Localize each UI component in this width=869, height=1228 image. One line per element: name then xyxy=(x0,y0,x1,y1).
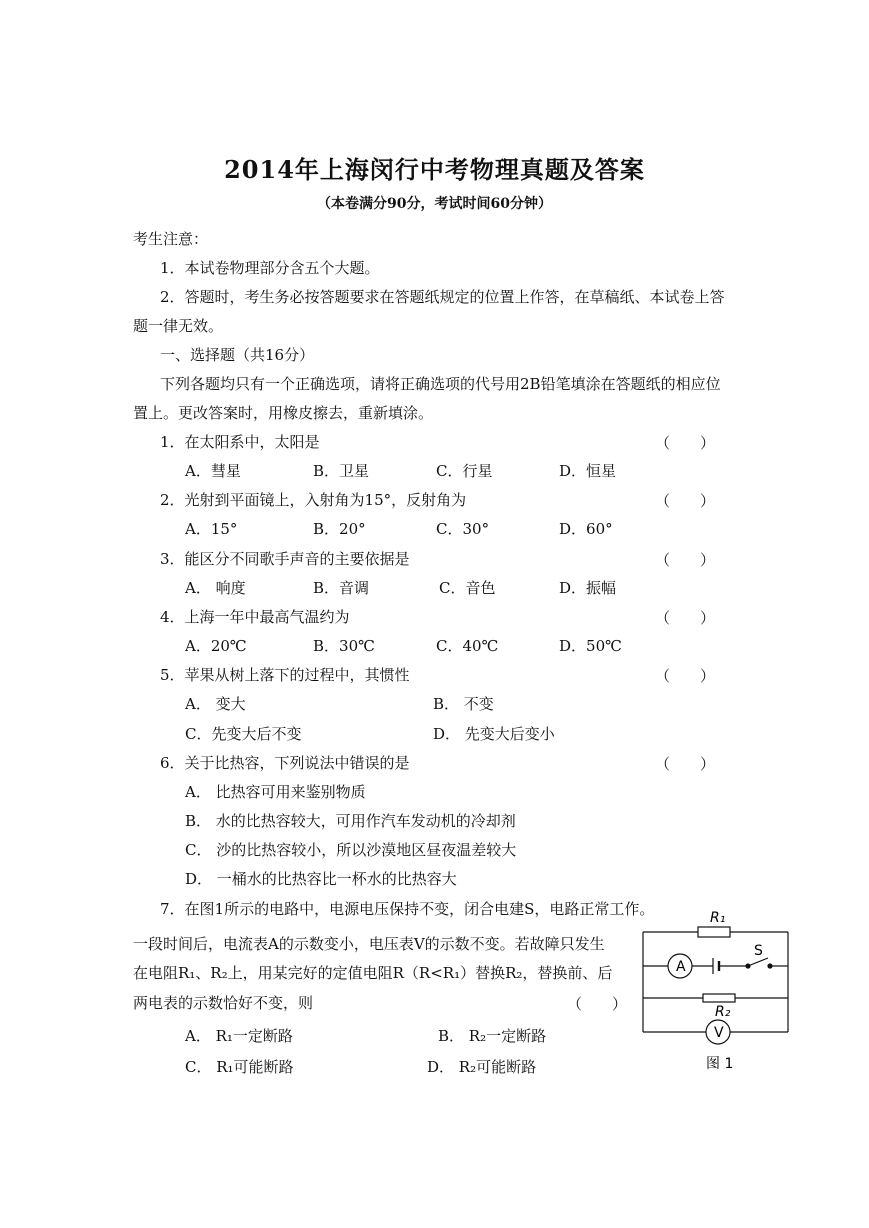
answer-blank: （ ） xyxy=(655,667,716,685)
option-a: A． 响度 xyxy=(185,579,246,597)
question-stem: 5．苹果从树上落下的过程中，其惯性 xyxy=(160,666,410,684)
notice-item-2-cont: 题一律无效。 xyxy=(133,317,224,335)
r2-label: R₂ xyxy=(715,1004,731,1020)
circuit-diagram xyxy=(638,908,798,1082)
option-c: C．行星 xyxy=(436,462,493,480)
option-a: A． 比热容可用来鉴别物质 xyxy=(185,783,366,801)
exam-subtitle: （本卷满分90分，考试时间60分钟） xyxy=(317,196,552,212)
option-b: B．30℃ xyxy=(313,637,375,655)
r1-label: R₁ xyxy=(710,910,726,926)
option-a: A．20℃ xyxy=(185,637,247,655)
option-d: D．50℃ xyxy=(559,637,622,655)
option-b: B． R₂一定断路 xyxy=(438,1027,547,1045)
figure-caption: 图 1 xyxy=(706,1056,734,1072)
ammeter-label: A xyxy=(676,959,686,975)
question-stem: 3．能区分不同歌手声音的主要依据是 xyxy=(160,550,410,568)
notice-item-1: 1．本试卷物理部分含五个大题。 xyxy=(160,259,380,277)
answer-blank: （ ） xyxy=(567,995,628,1013)
option-d: D．恒星 xyxy=(559,462,617,480)
question-stem-cont: 在电阻R₁、R₂上，用某完好的定值电阻R（R<R₁）替换R₂，替换前、后 xyxy=(133,964,613,982)
section-instruction-2: 置上。更改答案时，用橡皮擦去，重新填涂。 xyxy=(133,404,434,422)
option-a: A． R₁一定断路 xyxy=(185,1027,293,1045)
option-d: D． 先变大后变小 xyxy=(433,725,555,743)
answer-blank: （ ） xyxy=(655,551,716,569)
option-c: C． R₁可能断路 xyxy=(185,1058,294,1076)
option-c: C． 沙的比热容较小，所以沙漠地区昼夜温差较大 xyxy=(185,841,517,859)
option-d: D．60° xyxy=(559,520,613,538)
resistor-r2-symbol xyxy=(703,994,735,1002)
option-a: A．彗星 xyxy=(185,462,241,480)
answer-blank: （ ） xyxy=(655,434,716,452)
option-c: C．先变大后不变 xyxy=(185,725,302,743)
switch-label: S xyxy=(754,943,763,959)
notice-heading: 考生注意： xyxy=(133,230,209,248)
section-heading: 一、选择题（共16分） xyxy=(160,346,315,364)
resistor-r1-symbol xyxy=(698,927,730,937)
question-stem: 6．关于比热容，下列说法中错误的是 xyxy=(160,754,410,772)
option-d: D． R₂可能断路 xyxy=(427,1058,537,1076)
question-stem-cont: 两电表的示数恰好不变，则 xyxy=(133,994,314,1012)
notice-item-2: 2．答题时，考生务必按答题要求在答题纸规定的位置上作答，在草稿纸、本试卷上答 xyxy=(160,288,725,306)
answer-blank: （ ） xyxy=(655,492,716,510)
question-stem: 1．在太阳系中，太阳是 xyxy=(160,433,320,451)
option-b: B．音调 xyxy=(313,579,370,597)
question-stem: 7．在图1所示的电路中，电源电压保持不变，闭合电建S，电路正常工作。 xyxy=(160,900,655,918)
option-a: A． 变大 xyxy=(185,695,246,713)
answer-blank: （ ） xyxy=(655,609,716,627)
option-d: D．振幅 xyxy=(559,579,617,597)
switch-symbol xyxy=(748,958,768,966)
voltmeter-label: V xyxy=(714,1025,724,1041)
section-instruction-1: 下列各题均只有一个正确选项，请将正确选项的代号用2B铅笔填涂在答题纸的相应位 xyxy=(160,375,721,393)
option-b: B． 水的比热容较大，可用作汽车发动机的冷却剂 xyxy=(185,812,516,830)
option-a: A．15° xyxy=(185,520,238,538)
option-b: B．20° xyxy=(313,520,366,538)
page-title: 2014年上海闵行中考物理真题及答案 xyxy=(224,155,645,184)
option-c: C．30° xyxy=(436,520,490,538)
question-stem: 4．上海一年中最高气温约为 xyxy=(160,608,350,626)
option-c: C．40℃ xyxy=(436,637,499,655)
option-b: B．卫星 xyxy=(313,462,370,480)
option-b: B． 不变 xyxy=(433,695,494,713)
question-stem-cont: 一段时间后，电流表A的示数变小，电压表V的示数不变。若故障只发生 xyxy=(133,935,605,953)
option-c: C．音色 xyxy=(439,579,496,597)
option-d: D． 一桶水的比热容比一杯水的比热容大 xyxy=(185,870,457,888)
question-stem: 2．光射到平面镜上，入射角为15°，反射角为 xyxy=(160,491,467,509)
answer-blank: （ ） xyxy=(655,755,716,773)
